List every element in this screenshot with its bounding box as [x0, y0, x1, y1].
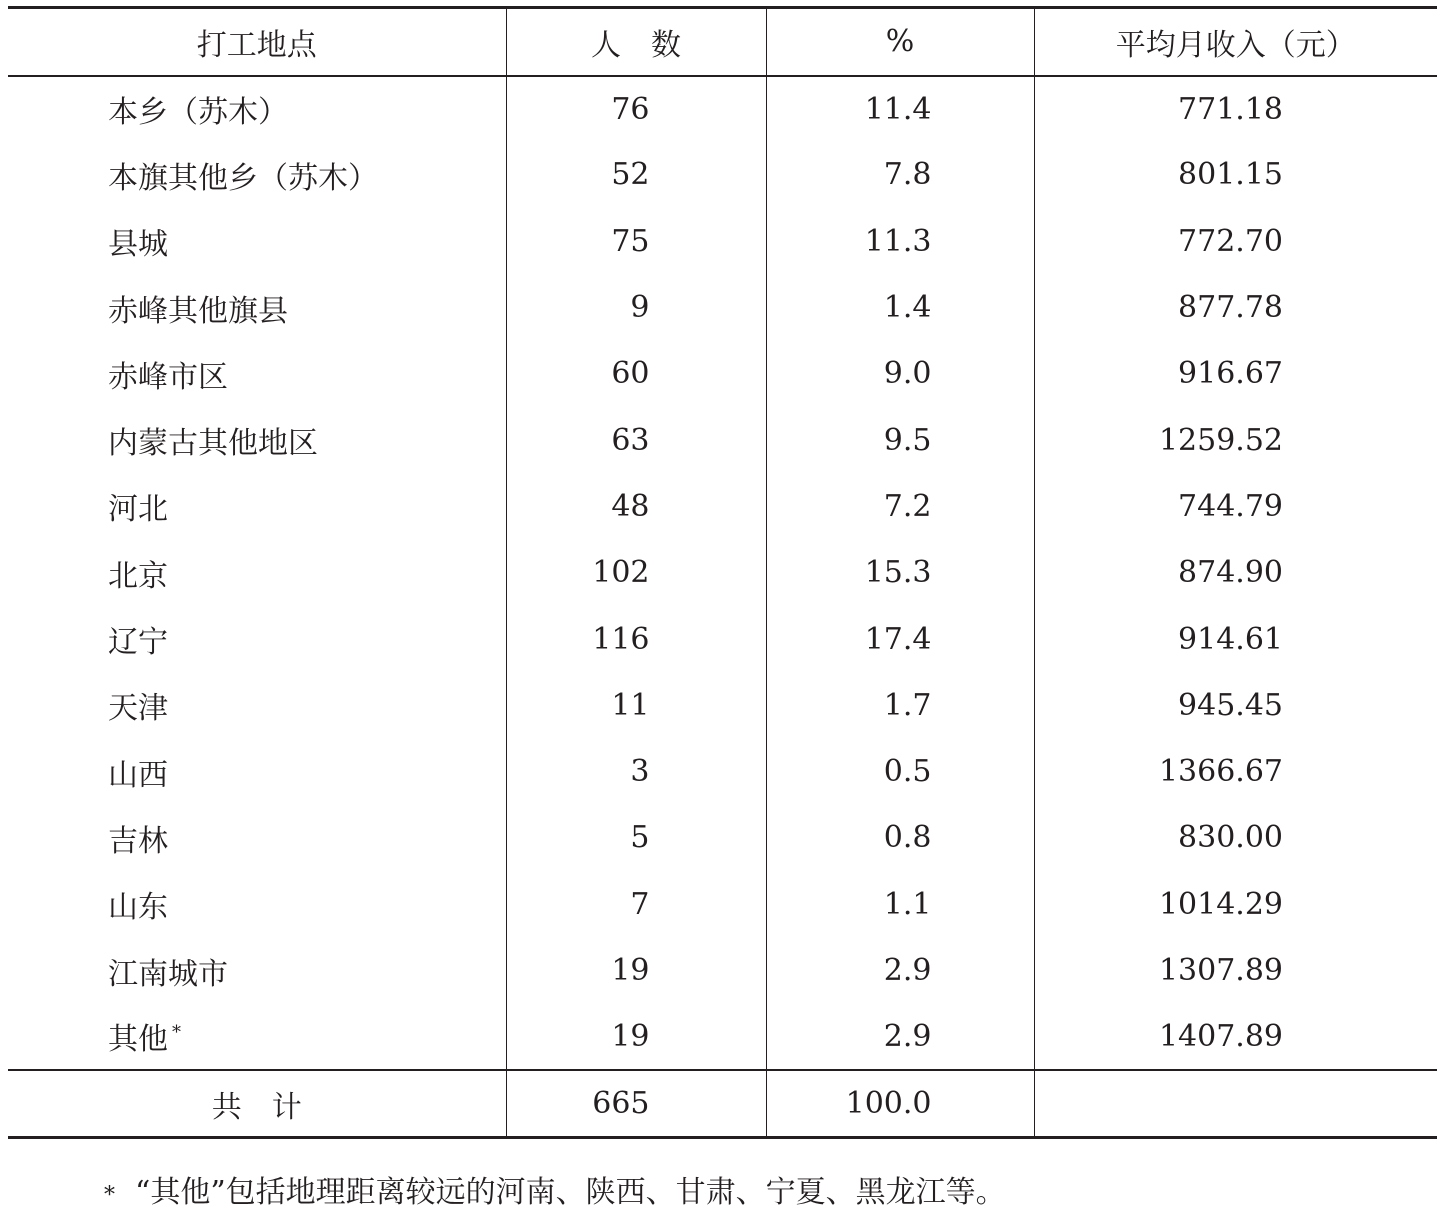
cell-count: [506, 76, 766, 142]
cell-income-text: 1407.89: [1158, 1018, 1283, 1054]
cell-percent-text: 9.5: [883, 422, 932, 458]
cell-location-text: 其他: [108, 1022, 168, 1058]
cell-count-text: 60: [611, 356, 650, 392]
table-row: [8, 871, 1437, 937]
cell-percent-text: 7.8: [883, 157, 932, 193]
cell-location-text: 县城: [108, 227, 168, 263]
cell-percent-text: 2.9: [883, 953, 932, 988]
cell-income: [1034, 341, 1437, 407]
cell-percent: [766, 142, 1034, 208]
footnote-text: “其他”包括地理距离较远的河南、陕西、甘肃、宁夏、黑龙江等。: [135, 1175, 1006, 1210]
cell-percent-text: 1.4: [883, 290, 932, 326]
cell-percent: [766, 76, 1034, 142]
cell-count: [506, 606, 766, 672]
cell-income-text: 874.90: [1178, 555, 1283, 591]
cell-location-text: 河北: [108, 492, 168, 528]
cell-count: [506, 871, 766, 937]
table-body: [8, 76, 1437, 1070]
cell-location: [8, 76, 506, 142]
table-row: [8, 76, 1437, 142]
cell-count: [506, 142, 766, 208]
cell-percent: [766, 540, 1034, 606]
cell-percent-text: 11.4: [864, 91, 932, 127]
cell-income-text: 916.67: [1178, 356, 1283, 392]
cell-income: [1034, 672, 1437, 738]
cell-count: [506, 274, 766, 340]
cell-income: [1034, 738, 1437, 804]
table-row: [8, 407, 1437, 473]
cell-count-text: 19: [611, 953, 650, 988]
table-row: [8, 540, 1437, 606]
cell-location: [8, 805, 506, 871]
cell-income: [1034, 407, 1437, 473]
cell-percent: [766, 738, 1034, 804]
cell-income: [1034, 208, 1437, 274]
table-row: [8, 672, 1437, 738]
cell-location: [8, 672, 506, 738]
cell-income-text: 945.45: [1178, 687, 1283, 723]
cell-count-text: 52: [611, 157, 650, 193]
cell-location: [8, 473, 506, 539]
cell-count-text: 7: [630, 886, 650, 922]
cell-income-text: 1366.67: [1158, 754, 1283, 790]
cell-location: [8, 142, 506, 208]
cell-count: [506, 937, 766, 1003]
table-row: [8, 805, 1437, 871]
cell-location: [8, 937, 506, 1003]
footnote-mark: *: [104, 1183, 115, 1208]
total-income: [1034, 1070, 1437, 1138]
cell-income-text: 877.78: [1178, 290, 1283, 326]
cell-count-text: 19: [611, 1018, 650, 1054]
cell-percent-text: 17.4: [864, 621, 932, 657]
cell-percent: [766, 672, 1034, 738]
cell-income-text: 1014.29: [1158, 886, 1283, 922]
cell-location-text: 山东: [108, 890, 168, 926]
cell-count-text: 76: [611, 91, 650, 127]
cell-count: [506, 540, 766, 606]
cell-percent: [766, 1004, 1034, 1070]
cell-location-text: 山西: [108, 757, 168, 793]
cell-location: [8, 540, 506, 606]
cell-location-text: 辽宁: [108, 625, 168, 661]
cell-location: [8, 208, 506, 274]
header-count: 人 数: [506, 8, 766, 76]
cell-income-text: 914.61: [1178, 621, 1283, 657]
header-percent: %: [766, 8, 1034, 76]
total-percent: 100.0: [766, 1070, 1034, 1138]
table-row: [8, 142, 1437, 208]
cell-income: [1034, 274, 1437, 340]
cell-percent-text: 9.0: [883, 356, 932, 392]
cell-location: [8, 738, 506, 804]
table-header: [8, 8, 1437, 76]
cell-count: [506, 208, 766, 274]
cell-count: [506, 407, 766, 473]
cell-percent: [766, 937, 1034, 1003]
cell-income: [1034, 142, 1437, 208]
total-count: 665: [506, 1070, 766, 1138]
cell-location: [8, 341, 506, 407]
cell-income-text: 771.18: [1178, 91, 1283, 127]
cell-income: [1034, 606, 1437, 672]
cell-count-text: 63: [611, 422, 650, 458]
cell-percent: [766, 208, 1034, 274]
cell-percent: [766, 473, 1034, 539]
table-footer: [8, 1070, 1437, 1138]
cell-percent: [766, 871, 1034, 937]
cell-income: [1034, 76, 1437, 142]
cell-location-text: 本旗其他乡（苏木）: [108, 160, 378, 196]
cell-income: [1034, 937, 1437, 1003]
cell-income-text: 830.00: [1178, 820, 1283, 856]
cell-percent-text: 0.5: [883, 754, 932, 790]
cell-location-text: 内蒙古其他地区: [108, 426, 318, 462]
cell-count-text: 3: [630, 754, 650, 790]
cell-percent-text: 15.3: [864, 555, 932, 591]
cell-location: [8, 871, 506, 937]
cell-count: [506, 738, 766, 804]
cell-income-text: 744.79: [1178, 488, 1283, 524]
table-row: [8, 208, 1437, 274]
cell-income: [1034, 805, 1437, 871]
cell-location-text: 天津: [108, 691, 168, 727]
cell-location: [8, 407, 506, 473]
cell-count-text: 11: [611, 687, 650, 723]
cell-income: [1034, 871, 1437, 937]
cell-location-text: 赤峰市区: [108, 359, 228, 395]
cell-income-text: 1307.89: [1158, 953, 1283, 988]
cell-percent: [766, 341, 1034, 407]
cell-location-text: 江南城市: [108, 956, 228, 992]
cell-percent-text: 11.3: [864, 223, 932, 259]
cell-count: [506, 672, 766, 738]
cell-location: [8, 1004, 506, 1070]
cell-percent-text: 1.1: [883, 886, 932, 922]
total-row: [8, 1070, 1437, 1138]
cell-income-text: 772.70: [1178, 223, 1283, 259]
migrant-work-location-table: [8, 6, 1437, 1139]
cell-percent-text: 2.9: [883, 1018, 932, 1054]
cell-count-text: 102: [592, 555, 650, 591]
cell-count-text: 9: [630, 290, 650, 326]
table-row: [8, 274, 1437, 340]
header-row: [8, 8, 1437, 76]
header-location: 打工地点: [8, 8, 506, 76]
cell-count: [506, 1004, 766, 1070]
table-row: [8, 738, 1437, 804]
table-row: [8, 606, 1437, 672]
cell-percent-text: 7.2: [883, 488, 932, 524]
cell-percent: [766, 606, 1034, 672]
table-row: [8, 937, 1437, 1003]
cell-count-text: 48: [611, 488, 650, 524]
header-income: 平均月收入（元）: [1034, 8, 1437, 76]
cell-income-text: 801.15: [1178, 157, 1283, 193]
table-row: [8, 473, 1437, 539]
cell-location-text: 吉林: [108, 823, 168, 859]
cell-income: [1034, 473, 1437, 539]
cell-location: [8, 606, 506, 672]
table-row: [8, 1004, 1437, 1070]
cell-count-text: 75: [611, 223, 650, 259]
cell-count: [506, 341, 766, 407]
cell-count: [506, 473, 766, 539]
cell-percent: [766, 805, 1034, 871]
cell-percent: [766, 407, 1034, 473]
cell-location-text: 本乡（苏木）: [108, 95, 288, 131]
footnote: [104, 1167, 1006, 1211]
cell-income: [1034, 540, 1437, 606]
cell-count-text: 116: [592, 621, 650, 657]
cell-count-text: 5: [630, 820, 650, 856]
total-label: 共 计: [8, 1070, 506, 1138]
cell-location-text: 赤峰其他旗县: [108, 293, 288, 329]
cell-percent-text: 0.8: [883, 820, 932, 856]
footnote-ref-mark: *: [172, 1022, 181, 1044]
cell-income-text: 1259.52: [1158, 422, 1283, 458]
cell-percent-text: 1.7: [883, 687, 932, 723]
cell-location: [8, 274, 506, 340]
cell-percent: [766, 274, 1034, 340]
cell-income: [1034, 1004, 1437, 1070]
cell-count: [506, 805, 766, 871]
table-row: [8, 341, 1437, 407]
cell-location-text: 北京: [108, 558, 168, 594]
